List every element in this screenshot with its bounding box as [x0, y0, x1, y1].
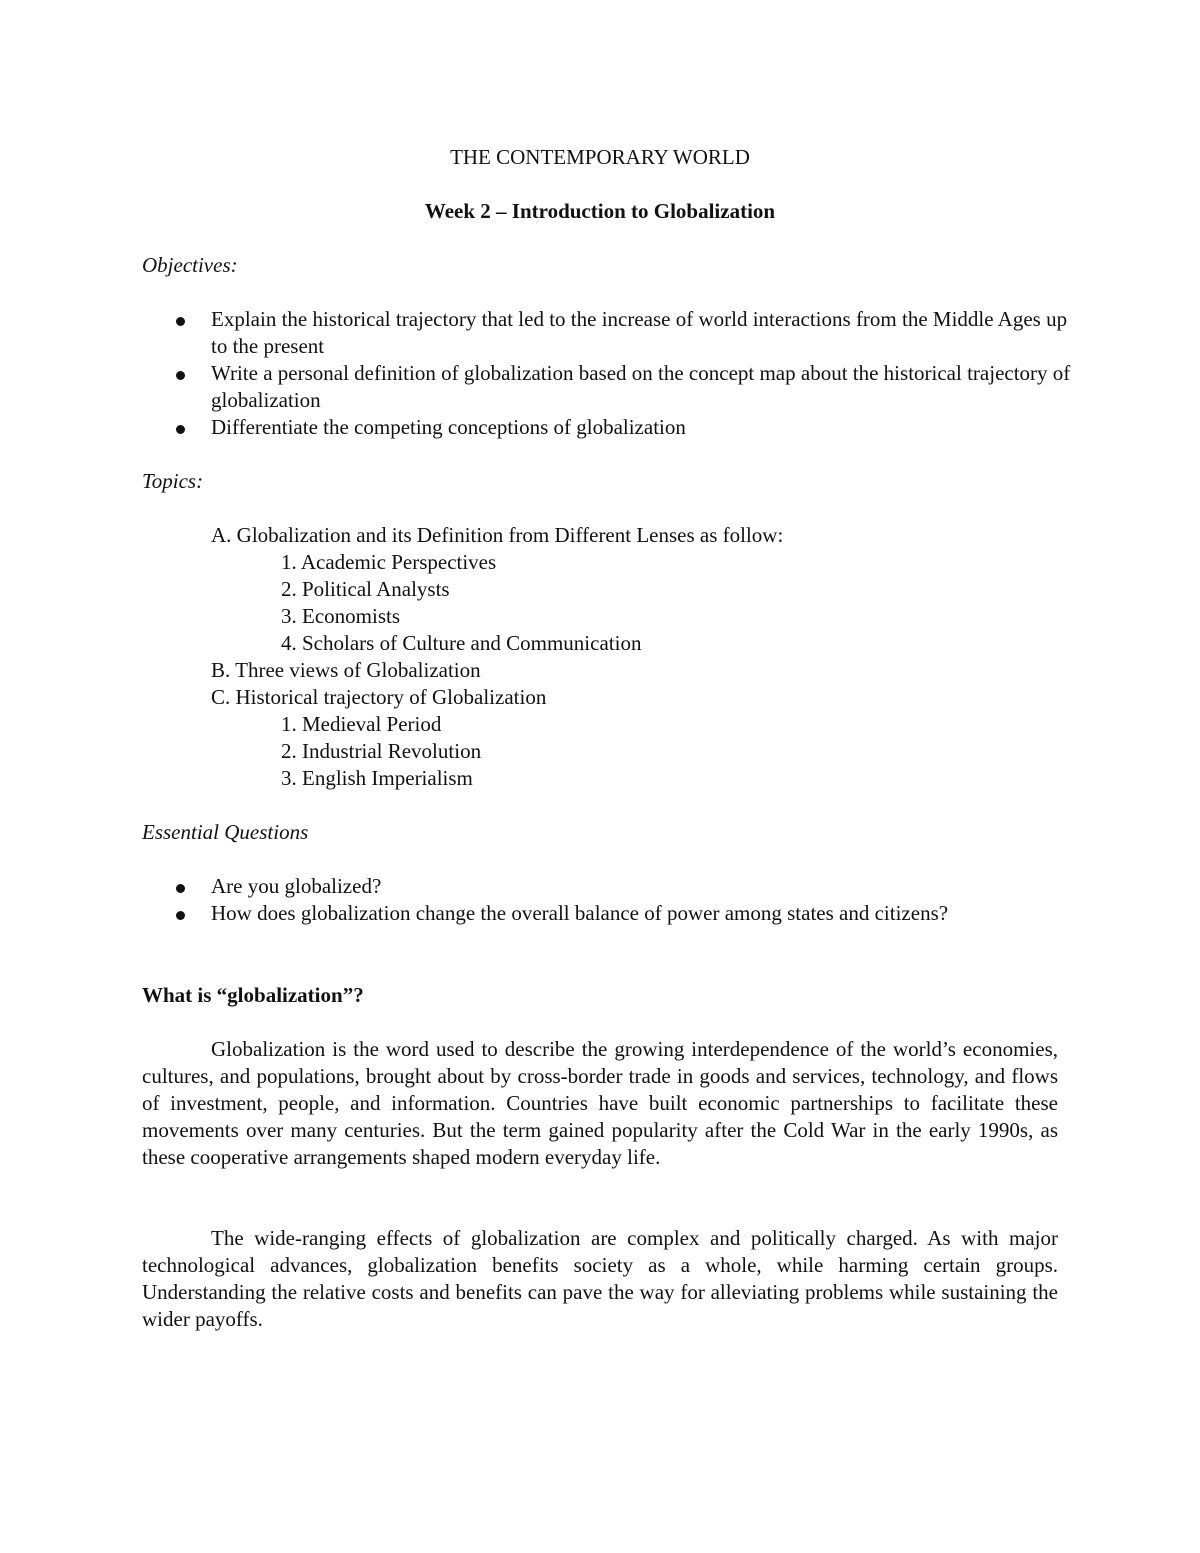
list-item: Are you globalized?: [142, 873, 1082, 900]
topic-a: A. Globalization and its Definition from Different Lenses as follow:: [211, 523, 784, 547]
document-title: THE CONTEMPORARY WORLD: [450, 145, 750, 169]
list-item: Differentiate the competing conceptions of globalization: [142, 414, 1082, 441]
essential-questions-list: [142, 873, 1082, 927]
bullet-icon: [176, 371, 185, 380]
list-item: Write a personal definition of globalization based on the concept map about the historical trajectory of globalization: [142, 360, 1082, 414]
list-item: Explain the historical trajectory that led to the increase of world interactions from the Middle Ages up to the present: [142, 306, 1082, 360]
topic-c: C. Historical trajectory of Globalization: [211, 685, 547, 709]
essential-questions-label: Essential Questions: [142, 820, 309, 844]
objectives-label: Objectives:: [142, 253, 238, 277]
topic-c-item: 1. Medieval Period: [281, 712, 442, 736]
document-subtitle: Week 2 – Introduction to Globalization: [424, 199, 776, 223]
objectives-list: [142, 306, 1082, 441]
topic-b: B. Three views of Globalization: [211, 658, 481, 682]
topics-label: Topics:: [142, 469, 204, 493]
topic-a-item: 2. Political Analysts: [281, 577, 450, 601]
topic-a-item: 4. Scholars of Culture and Communication: [281, 631, 642, 655]
bullet-icon: [176, 425, 185, 434]
topic-a-item: 3. Economists: [281, 604, 400, 628]
topic-c-item: 2. Industrial Revolution: [281, 739, 482, 763]
topic-a-item: 1. Academic Perspectives: [281, 550, 497, 574]
paragraph: The wide-ranging effects of globalization are complex and politically charged. As with major technological advances, globalization benefits society as a whole, while harming certain groups. Understanding the relative costs and benefits can pave the way for alleviating problems while sustaining the wider payoffs.: [142, 1226, 1058, 1331]
topic-c-item: 3. English Imperialism: [281, 766, 473, 790]
bullet-icon: [176, 317, 185, 326]
section-heading: What is “globalization”?: [142, 983, 364, 1007]
bullet-icon: [176, 911, 185, 920]
bullet-icon: [176, 884, 185, 893]
paragraph: Globalization is the word used to describe the growing interdependence of the world’s economies, cultures, and populations, brought about by cross-border trade in goods and services, technology, and flows of investment, people, and information. Countries have built economic partnerships to facilitate these movements over many centuries. But the term gained popularity after the Cold War in the early 1990s, as these cooperative arrangements shaped modern everyday life.: [142, 1037, 1058, 1169]
list-item: How does globalization change the overall balance of power among states and citizens?: [142, 900, 1082, 927]
